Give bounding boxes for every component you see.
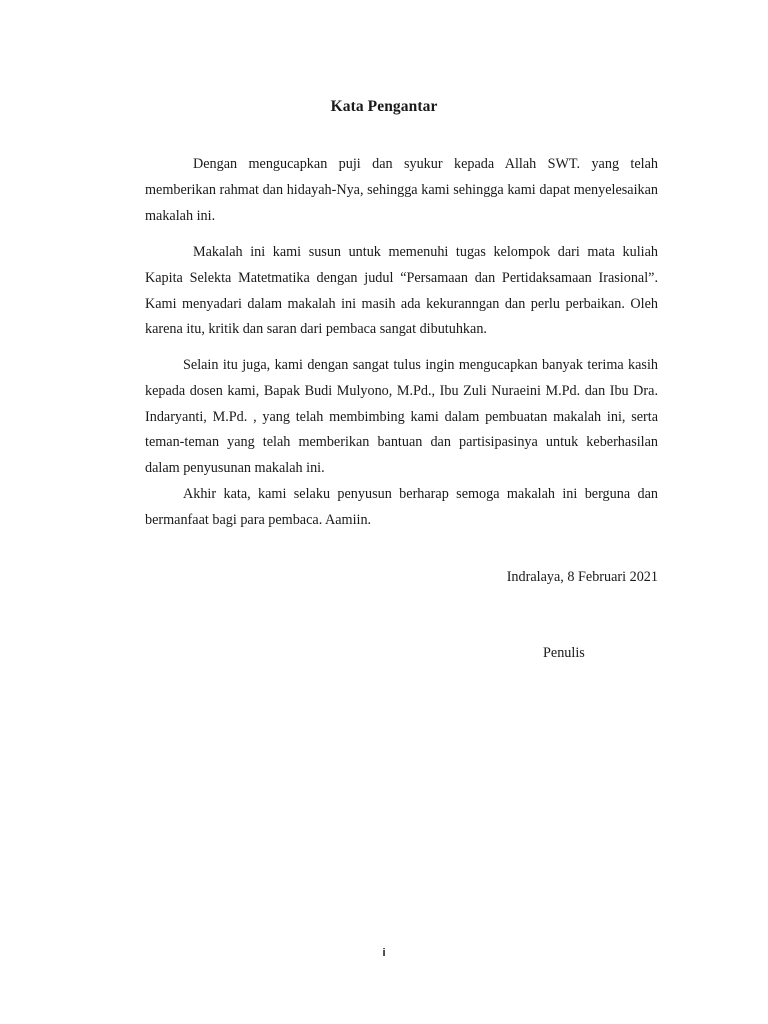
paragraph-text: Selain itu juga, kami dengan sangat tulus ingin mengucapkan banyak terima kasih kepada dosen kami, Bapak Budi Mulyono, M.Pd., Ibu Zuli Nuraeini M.Pd. dan Ibu Dra. Indaryanti, M.Pd. , yang telah membimbing kami dalam pembuatan makalah ini, serta teman-teman yang telah memberikan bantuan dan partisipasinya untuk keberhasilan dalam penyusunan makalah ini. (145, 357, 658, 477)
place-date: Indralaya, 8 Februari 2021 (506, 569, 658, 585)
author-signature: Penulis (543, 645, 585, 661)
paragraph-opening (145, 152, 658, 229)
paragraph-purpose (145, 240, 658, 343)
page-number: i (382, 947, 386, 959)
paragraph-text: Makalah ini kami susun untuk memenuhi tugas kelompok dari mata kuliah Kapita Selekta Matetmatika dengan judul “Persamaan dan Pertidaksamaan Irasional”. Kami menyadari dalam makalah ini masih ada kekuranngan dan perlu perbaikan. Oleh karena itu, kritik dan saran dari pembaca sangat dibutuhkan. (145, 244, 658, 338)
paragraph-text: Akhir kata, kami selaku penyusun berharap semoga makalah ini berguna dan bermanfaat bagi para pembaca. Aamiin. (145, 485, 658, 528)
paragraph-thanks (145, 353, 658, 534)
page-title: Kata Pengantar (330, 98, 438, 115)
paragraph-text: Dengan mengucapkan puji dan syukur kepada Allah SWT. yang telah memberikan rahmat dan hidayah-Nya, sehingga kami sehingga kami dapat menyelesaikan makalah ini. (145, 156, 658, 224)
